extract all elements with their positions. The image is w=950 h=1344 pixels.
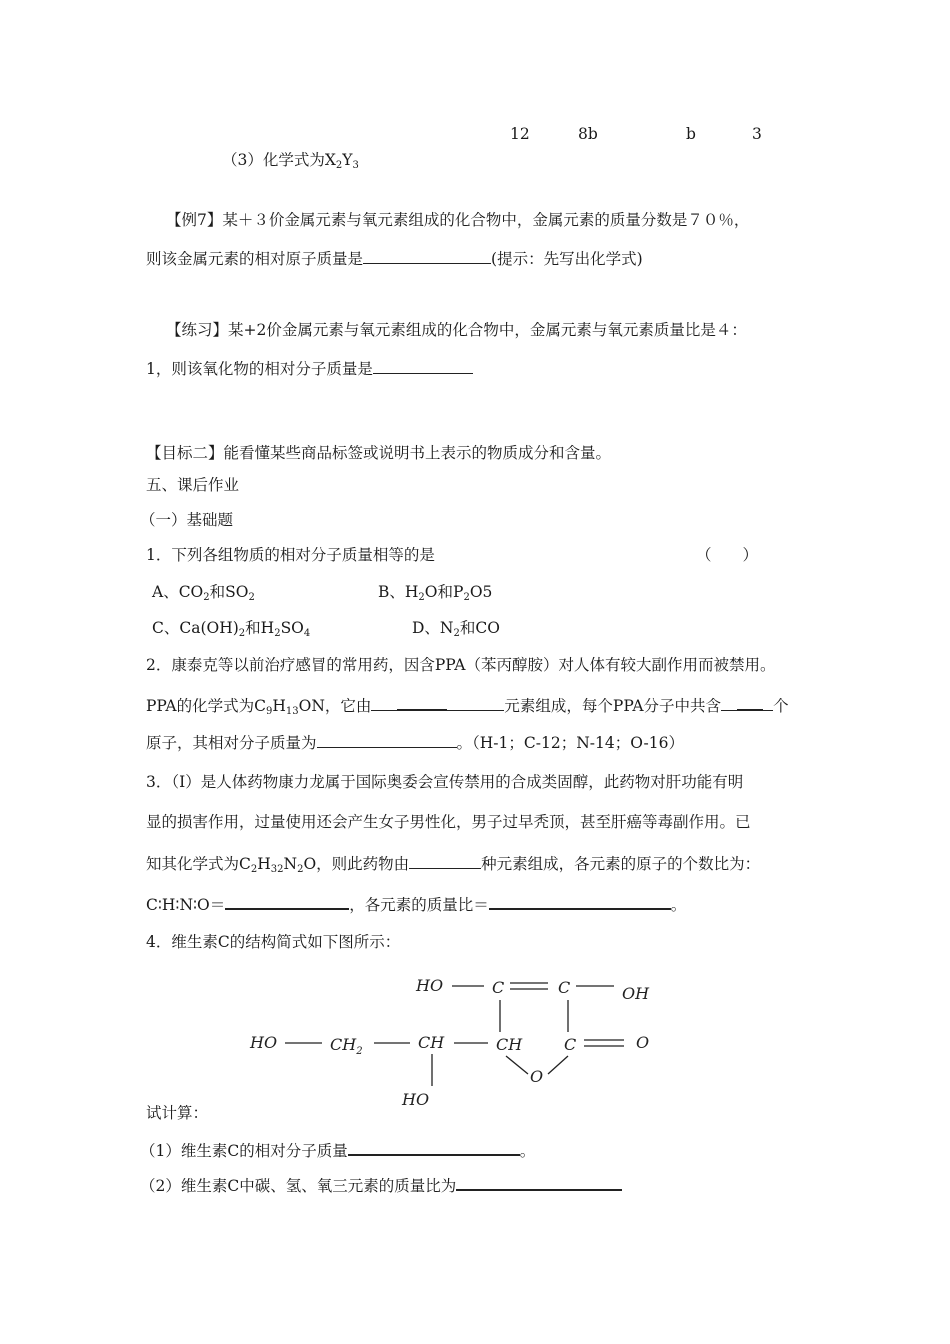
ho-left-label: HO xyxy=(250,1033,278,1052)
basic-heading: （一）基础题 xyxy=(140,511,234,529)
answer-blank[interactable] xyxy=(763,695,773,711)
q1-option-d: D、$N_2$和CO xyxy=(412,619,500,639)
q2-line2: PPA的化学式为$C_9H_{13}ON$，它由 元素组成，每个PPA分子中共含 个 xyxy=(146,694,789,716)
ch-ring-label: CH xyxy=(496,1035,523,1054)
ho-bottom-label: HO xyxy=(402,1090,430,1109)
q3-line4: C∶H∶N∶O＝ ，各元素的质量比＝ 。 xyxy=(146,893,686,915)
oh-label: OH xyxy=(622,984,650,1003)
bond xyxy=(506,1056,528,1074)
vitamin-c-structure xyxy=(0,968,950,1118)
goal2-heading: 【目标二】能看懂某些商品标签或说明书上表示的物质成分和含量。 xyxy=(146,444,612,462)
bond xyxy=(548,1056,568,1074)
practice-line1: 【练习】某+2价金属元素与氧元素组成的化合物中，金属元素与氧元素质量比是４： xyxy=(166,321,747,339)
number-3: 3 xyxy=(752,125,762,143)
answer-blank[interactable] xyxy=(363,248,491,264)
q3-line2: 显的损害作用，过量使用还会产生女子男性化，男子过早秃顶，甚至肝癌等毒副作用。已 xyxy=(146,813,751,831)
q1-stem: 1．下列各组物质的相对分子质量相等的是 xyxy=(146,546,435,564)
q3-line1: 3．（I）是人体药物康力龙属于国际奥委会宣传禁用的合成类固醇，此药物对肝功能有明 xyxy=(146,773,744,791)
calc-label: 试计算： xyxy=(146,1104,209,1122)
o-ring-label: O xyxy=(530,1067,544,1086)
example7-line2: 则该金属元素的相对原子质量是 (提示：先写出化学式) xyxy=(146,250,643,268)
answer-blank[interactable] xyxy=(409,853,481,869)
c1-label: C xyxy=(492,978,505,997)
o-carbonyl-label: O xyxy=(636,1033,650,1052)
ho-top-label: HO xyxy=(416,976,444,995)
answer-blank[interactable] xyxy=(397,694,447,711)
q1-option-a: A、$CO_2$和$SO_2$ xyxy=(152,583,255,603)
c2-label: C xyxy=(558,978,571,997)
answer-blank[interactable] xyxy=(371,695,397,711)
answer-blank[interactable] xyxy=(348,1139,520,1156)
formula-line: （3）化学式为$X_2Y_3$ xyxy=(222,151,359,171)
q2-line3: 原子，其相对分子质量为 。（H-1；C-12；N-14；O-16） xyxy=(146,734,684,752)
practice-line2: 1，则该氧化物的相对分子质量是 xyxy=(146,358,473,379)
number-8b: 8b xyxy=(578,125,598,143)
answer-blank[interactable] xyxy=(225,893,349,910)
answer-blank[interactable] xyxy=(317,732,457,748)
q2-line1: 2．康泰克等以前治疗感冒的常用药，因含PPA（苯丙醇胺）对人体有较大副作用而被禁用。 xyxy=(146,656,776,674)
number-b: b xyxy=(686,125,696,143)
answer-blank[interactable] xyxy=(721,695,737,711)
answer-blank[interactable] xyxy=(489,893,671,910)
answer-blank[interactable] xyxy=(447,695,504,711)
section5-heading: 五、课后作业 xyxy=(146,476,240,494)
q3-line3: 知其化学式为$C_2H_{32}N_2O$，则此药物由 种元素组成，各元素的原子的个数比为： xyxy=(146,855,761,875)
answer-blank[interactable] xyxy=(373,358,473,374)
q1-option-b: B、$H_2O$和$P_2O5$ xyxy=(378,583,493,603)
number-12: 12 xyxy=(510,125,530,143)
q4-sub2: （2）维生素C中碳、氢、氧三元素的质量比为 xyxy=(140,1174,622,1196)
q1-paren: （ ） xyxy=(696,546,759,564)
q4-sub1: （1）维生素C的相对分子质量 。 xyxy=(140,1139,535,1161)
ch-label: CH xyxy=(418,1033,445,1052)
q4-stem: 4．维生素C的结构简式如下图所示： xyxy=(146,933,401,951)
answer-blank[interactable] xyxy=(456,1174,622,1191)
example7-line1: 【例7】某＋３价金属元素与氧元素组成的化合物中，金属元素的质量分数是７０％， xyxy=(166,211,750,229)
ch2-label: $CH_2$ xyxy=(330,1035,363,1057)
c3-label: C xyxy=(564,1035,577,1054)
answer-blank[interactable] xyxy=(737,694,763,711)
q1-option-c: C、$Ca(OH)_2$和$H_2SO_4$ xyxy=(152,619,311,639)
